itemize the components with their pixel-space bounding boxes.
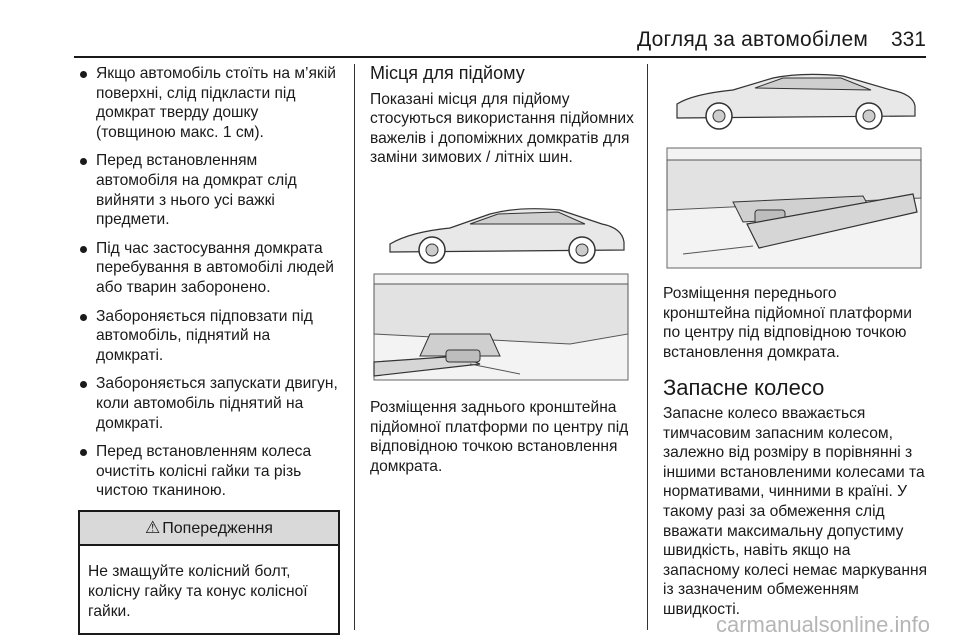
rear-lift-point-illustration [370,184,632,384]
right-column [663,64,927,620]
spare-wheel-text: Запасне колесо вважається тимчасовим запасним колесом, залежно від розміру в порівнянні з іншими встановленими колесами та нормативами, чинними в країні. У такому разі за обмеження слід вважати максимальну допустиму швидкість, навіть якщо на запасному колесі немає маркування із зазначеним обмеженням швидкості. [663,404,928,618]
left-column [78,64,340,635]
page-title: Догляд за автомобілем [636,28,868,51]
page-number: 331 [890,28,926,51]
page-header [0,0,960,60]
section-heading: Місця для підйому [370,63,525,83]
header-rule [74,56,926,58]
warning-box [78,510,340,635]
figure-caption: Розміщення заднього кронштейна підйомної платформи по центру під відповідною точкою встановлення домкрата. [370,398,629,475]
front-lift-point-illustration [663,64,925,272]
watermark: carmanualsonline.info [715,612,930,637]
list-item: Забороняється запускати двигун, коли автомобіль піднятий на домкраті. [78,374,340,433]
warning-header [80,512,338,547]
warning-title: Попередження [162,519,273,537]
spare-wheel-heading: Запасне колесо [663,375,825,401]
list-item: Перед встановленням колеса очистіть колісні гайки та різь чистою тканиною. [78,442,340,501]
middle-column [370,64,634,476]
intro-paragraph: Показані місця для підйому стосуються використання підйомних важелів і допоміжних домкратів для заміни зимових / літніх шин. [370,90,634,167]
list-item: Перед встановленням автомобіля на домкрат слід вийняти з нього усі важкі предмети. [78,151,340,229]
list-item: Якщо автомобіль стоїть на м’якій поверхні, слід підкласти під домкрат тверду дошку (товщиною макс. 1 см). [78,64,340,142]
warning-text: Не змащуйте колісний болт, колісну гайку та конус колісної гайки. [88,563,308,620]
list-item: Під час застосування домкрата перебування в автомобілі людей або тварин заборонено. [78,239,340,298]
list-item: Забороняється підповзати під автомобіль, піднятий на домкраті. [78,307,340,366]
safety-bullet-list [78,64,340,501]
column-divider [647,64,648,630]
figure-caption: Розміщення переднього кронштейна підйомної платформи по центру під відповідною точкою встановлення домкрата. [663,285,912,361]
column-divider [354,64,355,630]
warning-triangle-icon: ⚠ [145,517,161,537]
